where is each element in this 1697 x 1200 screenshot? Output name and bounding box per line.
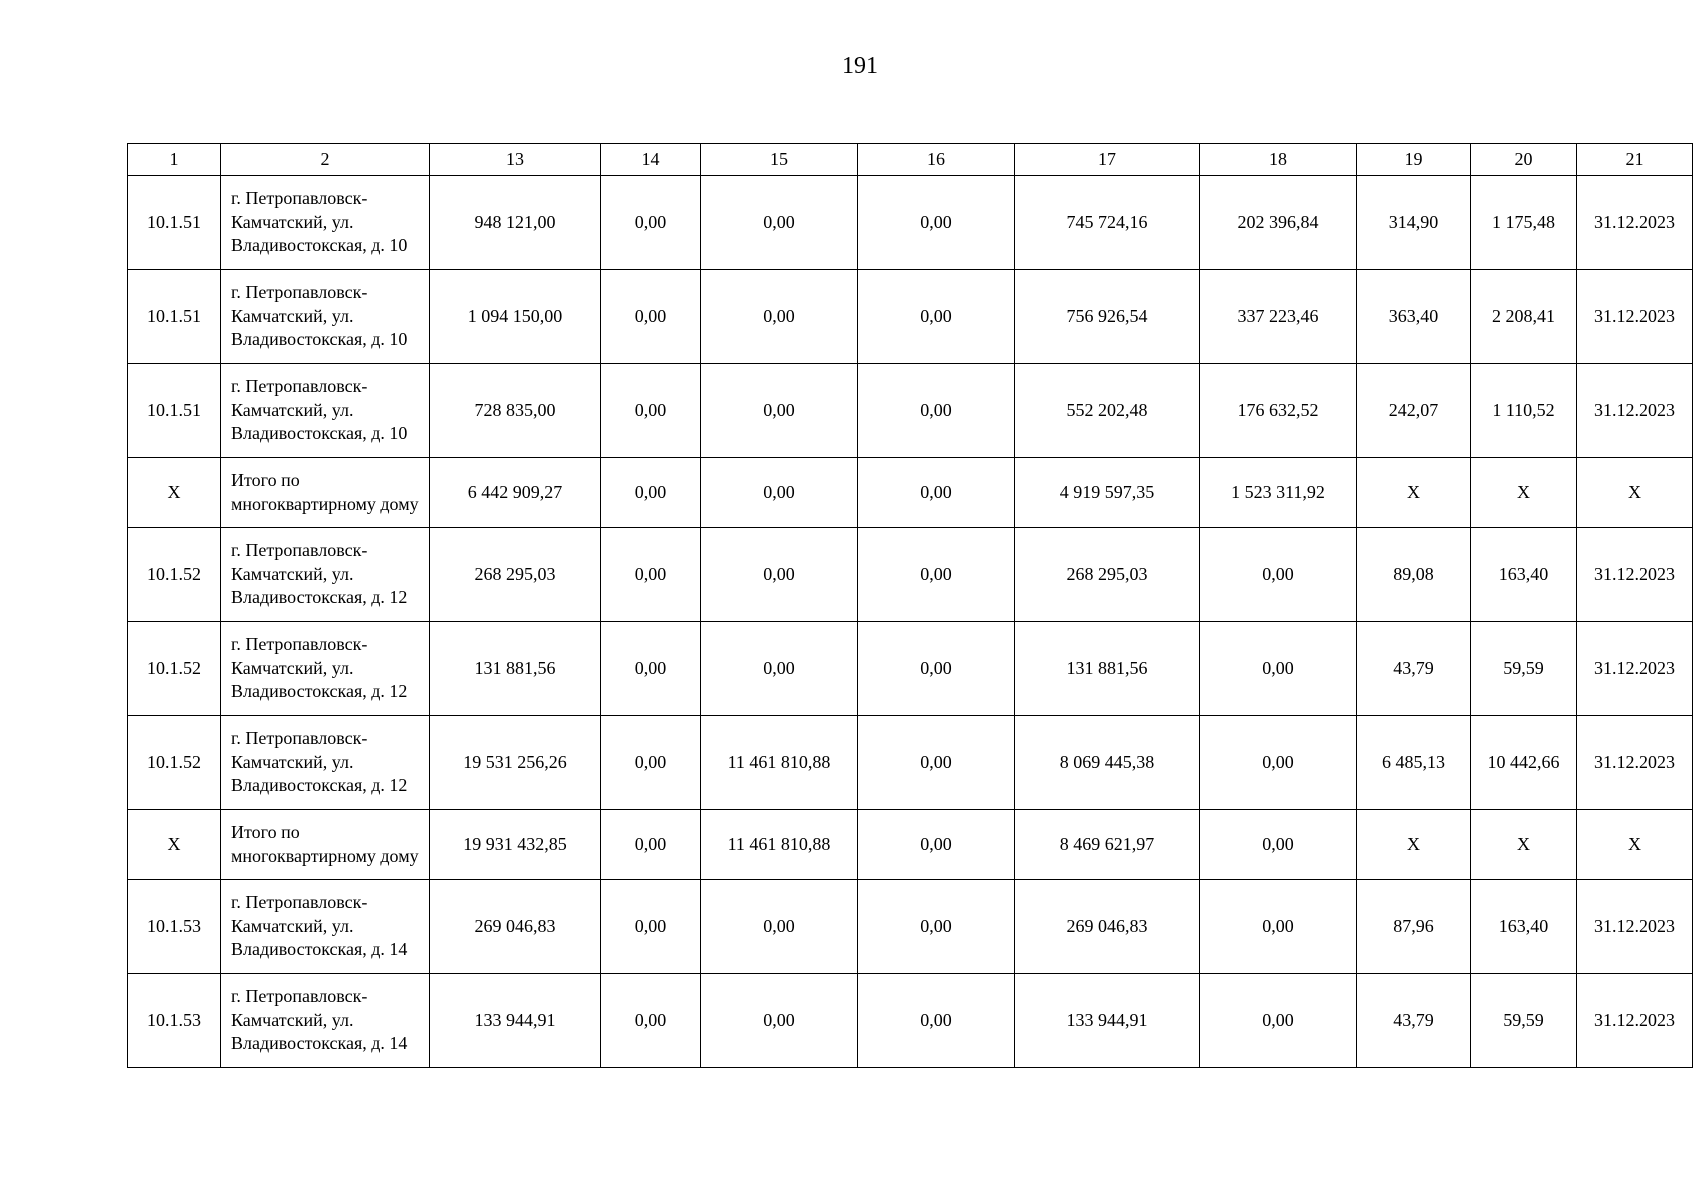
table-row <box>128 974 1693 1068</box>
value-cell: 0,00 <box>858 622 1015 716</box>
value-cell: 0,00 <box>701 176 858 270</box>
value-cell: 0,00 <box>858 880 1015 974</box>
value-cell: 0,00 <box>1200 974 1357 1068</box>
value-cell: 0,00 <box>1200 880 1357 974</box>
value-cell: 0,00 <box>858 176 1015 270</box>
value-cell: X <box>1471 810 1577 880</box>
date-cell: 31.12.2023 <box>1577 176 1693 270</box>
table-row <box>128 270 1693 364</box>
item-number-cell: 10.1.51 <box>128 270 221 364</box>
value-cell: 0,00 <box>1200 716 1357 810</box>
value-cell: 0,00 <box>858 270 1015 364</box>
date-cell: 31.12.2023 <box>1577 974 1693 1068</box>
address-cell: г. Петропавловск-Камчатский, ул. Владивостокская, д. 10 <box>221 364 430 458</box>
date-cell: 31.12.2023 <box>1577 622 1693 716</box>
col-header-18: 18 <box>1200 144 1357 176</box>
address-cell: г. Петропавловск-Камчатский, ул. Владивостокская, д. 12 <box>221 716 430 810</box>
address-cell: г. Петропавловск-Камчатский, ул. Владивостокская, д. 10 <box>221 176 430 270</box>
col-header-13: 13 <box>430 144 601 176</box>
value-cell: 268 295,03 <box>430 528 601 622</box>
item-number-cell: 10.1.53 <box>128 974 221 1068</box>
address-cell: г. Петропавловск-Камчатский, ул. Владивостокская, д. 14 <box>221 974 430 1068</box>
value-cell: 0,00 <box>701 880 858 974</box>
value-cell: 0,00 <box>601 622 701 716</box>
item-number-cell: X <box>128 810 221 880</box>
data-table <box>127 143 1693 1068</box>
col-header-20: 20 <box>1471 144 1577 176</box>
value-cell: X <box>1357 458 1471 528</box>
value-cell: 89,08 <box>1357 528 1471 622</box>
page-number: 191 <box>842 53 878 79</box>
value-cell: 0,00 <box>1200 528 1357 622</box>
table-row <box>128 622 1693 716</box>
value-cell: 0,00 <box>601 176 701 270</box>
table-row <box>128 528 1693 622</box>
value-cell: 0,00 <box>858 974 1015 1068</box>
value-cell: 19 931 432,85 <box>430 810 601 880</box>
col-header-19: 19 <box>1357 144 1471 176</box>
value-cell: 0,00 <box>701 622 858 716</box>
value-cell: 59,59 <box>1471 974 1577 1068</box>
value-cell: 202 396,84 <box>1200 176 1357 270</box>
value-cell: 0,00 <box>601 716 701 810</box>
item-number-cell: 10.1.52 <box>128 528 221 622</box>
date-cell: 31.12.2023 <box>1577 270 1693 364</box>
value-cell: 0,00 <box>701 270 858 364</box>
value-cell: 0,00 <box>1200 622 1357 716</box>
date-cell: X <box>1577 458 1693 528</box>
value-cell: 131 881,56 <box>1015 622 1200 716</box>
value-cell: 745 724,16 <box>1015 176 1200 270</box>
value-cell: 1 175,48 <box>1471 176 1577 270</box>
value-cell: X <box>1357 810 1471 880</box>
table-row <box>128 880 1693 974</box>
address-cell: г. Петропавловск-Камчатский, ул. Владивостокская, д. 12 <box>221 622 430 716</box>
value-cell: 0,00 <box>601 974 701 1068</box>
total-row <box>128 810 1693 880</box>
item-number-cell: 10.1.52 <box>128 622 221 716</box>
value-cell: 1 110,52 <box>1471 364 1577 458</box>
value-cell: 2 208,41 <box>1471 270 1577 364</box>
value-cell: 0,00 <box>601 528 701 622</box>
value-cell: 0,00 <box>858 528 1015 622</box>
value-cell: 0,00 <box>1200 810 1357 880</box>
value-cell: 0,00 <box>601 458 701 528</box>
item-number-cell: 10.1.51 <box>128 364 221 458</box>
value-cell: 133 944,91 <box>1015 974 1200 1068</box>
col-header-16: 16 <box>858 144 1015 176</box>
value-cell: 43,79 <box>1357 974 1471 1068</box>
date-cell: 31.12.2023 <box>1577 364 1693 458</box>
value-cell: 11 461 810,88 <box>701 716 858 810</box>
table-row <box>128 176 1693 270</box>
col-header-17: 17 <box>1015 144 1200 176</box>
value-cell: 0,00 <box>701 364 858 458</box>
col-header-21: 21 <box>1577 144 1693 176</box>
value-cell: 0,00 <box>601 810 701 880</box>
value-cell: 163,40 <box>1471 880 1577 974</box>
value-cell: 242,07 <box>1357 364 1471 458</box>
value-cell: 163,40 <box>1471 528 1577 622</box>
address-cell: г. Петропавловск-Камчатский, ул. Владивостокская, д. 14 <box>221 880 430 974</box>
value-cell: 728 835,00 <box>430 364 601 458</box>
date-cell: 31.12.2023 <box>1577 880 1693 974</box>
item-number-cell: X <box>128 458 221 528</box>
date-cell: 31.12.2023 <box>1577 716 1693 810</box>
value-cell: 4 919 597,35 <box>1015 458 1200 528</box>
item-number-cell: 10.1.52 <box>128 716 221 810</box>
address-cell: г. Петропавловск-Камчатский, ул. Владивостокская, д. 10 <box>221 270 430 364</box>
date-cell: 31.12.2023 <box>1577 528 1693 622</box>
value-cell: 268 295,03 <box>1015 528 1200 622</box>
col-header-14: 14 <box>601 144 701 176</box>
value-cell: 0,00 <box>701 528 858 622</box>
value-cell: 948 121,00 <box>430 176 601 270</box>
value-cell: 87,96 <box>1357 880 1471 974</box>
value-cell: 8 469 621,97 <box>1015 810 1200 880</box>
value-cell: 133 944,91 <box>430 974 601 1068</box>
value-cell: 43,79 <box>1357 622 1471 716</box>
value-cell: 0,00 <box>858 810 1015 880</box>
header-row <box>128 144 1693 176</box>
value-cell: 6 442 909,27 <box>430 458 601 528</box>
value-cell: 10 442,66 <box>1471 716 1577 810</box>
table-row <box>128 716 1693 810</box>
value-cell: 0,00 <box>601 270 701 364</box>
value-cell: 363,40 <box>1357 270 1471 364</box>
col-header-15: 15 <box>701 144 858 176</box>
value-cell: 0,00 <box>858 364 1015 458</box>
value-cell: 0,00 <box>858 716 1015 810</box>
value-cell: X <box>1471 458 1577 528</box>
value-cell: 6 485,13 <box>1357 716 1471 810</box>
value-cell: 176 632,52 <box>1200 364 1357 458</box>
value-cell: 269 046,83 <box>1015 880 1200 974</box>
value-cell: 314,90 <box>1357 176 1471 270</box>
value-cell: 11 461 810,88 <box>701 810 858 880</box>
total-label-cell: Итого по многоквартирному дому <box>221 810 430 880</box>
col-header-1: 1 <box>128 144 221 176</box>
item-number-cell: 10.1.51 <box>128 176 221 270</box>
value-cell: 0,00 <box>601 364 701 458</box>
value-cell: 269 046,83 <box>430 880 601 974</box>
total-label-cell: Итого по многоквартирному дому <box>221 458 430 528</box>
value-cell: 59,59 <box>1471 622 1577 716</box>
value-cell: 0,00 <box>701 974 858 1068</box>
item-number-cell: 10.1.53 <box>128 880 221 974</box>
value-cell: 552 202,48 <box>1015 364 1200 458</box>
value-cell: 8 069 445,38 <box>1015 716 1200 810</box>
total-row <box>128 458 1693 528</box>
date-cell: X <box>1577 810 1693 880</box>
value-cell: 337 223,46 <box>1200 270 1357 364</box>
value-cell: 0,00 <box>601 880 701 974</box>
value-cell: 0,00 <box>858 458 1015 528</box>
col-header-2: 2 <box>221 144 430 176</box>
value-cell: 1 523 311,92 <box>1200 458 1357 528</box>
value-cell: 1 094 150,00 <box>430 270 601 364</box>
table-row <box>128 364 1693 458</box>
value-cell: 756 926,54 <box>1015 270 1200 364</box>
address-cell: г. Петропавловск-Камчатский, ул. Владивостокская, д. 12 <box>221 528 430 622</box>
value-cell: 19 531 256,26 <box>430 716 601 810</box>
value-cell: 131 881,56 <box>430 622 601 716</box>
value-cell: 0,00 <box>701 458 858 528</box>
